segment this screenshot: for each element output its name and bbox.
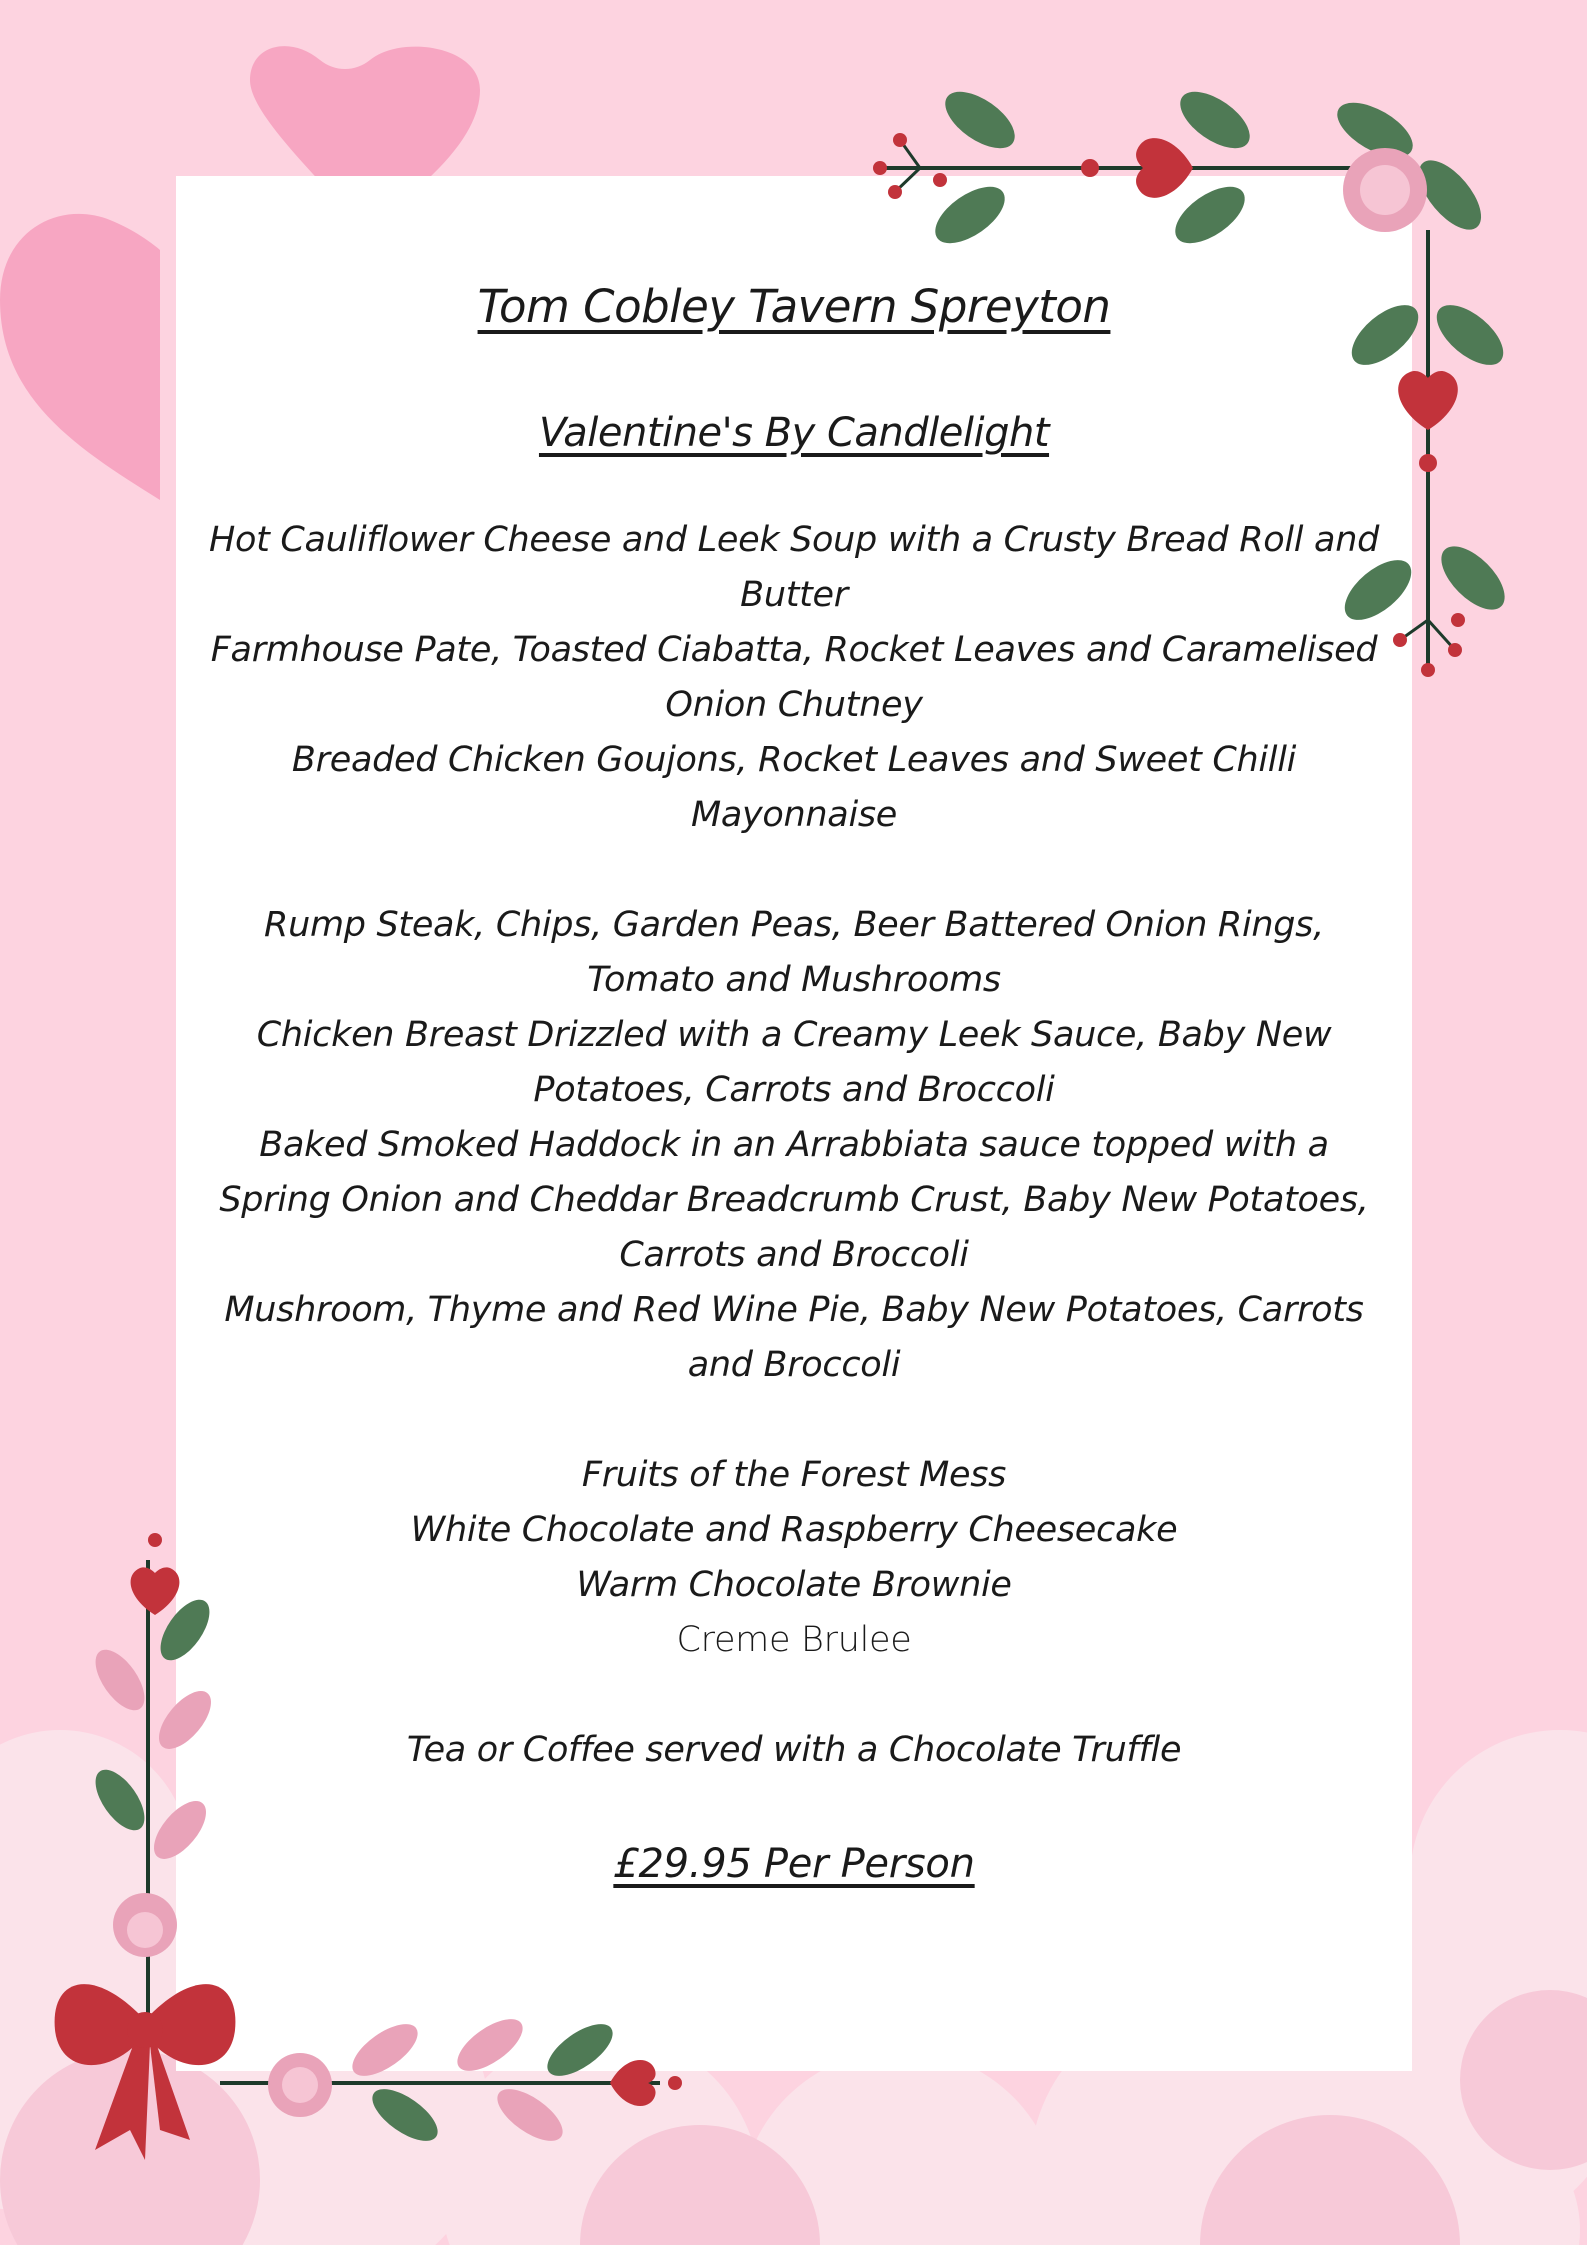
mains-list — [176, 898, 1412, 1393]
menu-title: Tom Cobley Tavern Spreyton — [477, 280, 1111, 333]
desserts-list — [176, 1448, 1412, 1668]
menu-content — [176, 250, 1412, 1892]
tea-coffee-line: Tea or Coffee served with a Chocolate Truffle — [406, 1730, 1182, 1770]
menu-item: Chicken Breast Drizzled with a Creamy Leek Sauce, Baby New Potatoes, Carrots and Broccoli — [256, 1015, 1332, 1110]
menu-item: Hot Cauliflower Cheese and Leek Soup with a Crusty Bread Roll and Butter — [208, 520, 1380, 615]
price: £29.95 Per Person — [613, 1841, 975, 1887]
menu-item: Baked Smoked Haddock in an Arrabbiata sauce topped with a Spring Onion and Cheddar Breadcrumb Crust, Baby New Potatoes, Carrots and Broccoli — [219, 1125, 1369, 1275]
menu-item: Breaded Chicken Goujons, Rocket Leaves and Sweet Chilli Mayonnaise — [291, 740, 1297, 835]
bow-decoration — [55, 1984, 236, 2160]
menu-item: Farmhouse Pate, Toasted Ciabatta, Rocket Leaves and Caramelised Onion Chutney — [210, 630, 1378, 725]
menu-item: Creme Brulee — [676, 1620, 912, 1660]
branch-decoration — [220, 2009, 682, 2150]
menu-item: White Chocolate and Raspberry Cheesecake — [410, 1510, 1178, 1550]
menu-item: Mushroom, Thyme and Red Wine Pie, Baby New Potatoes, Carrots and Broccoli — [224, 1290, 1364, 1385]
menu-subtitle: Valentine's By Candlelight — [538, 410, 1050, 456]
branch-decoration — [873, 81, 1492, 255]
starters-list — [176, 513, 1412, 843]
menu-item: Warm Chocolate Brownie — [576, 1565, 1012, 1605]
menu-item: Rump Steak, Chips, Garden Peas, Beer Battered Onion Rings, Tomato and Mushrooms — [264, 905, 1324, 1000]
menu-item: Fruits of the Forest Mess — [581, 1455, 1007, 1495]
